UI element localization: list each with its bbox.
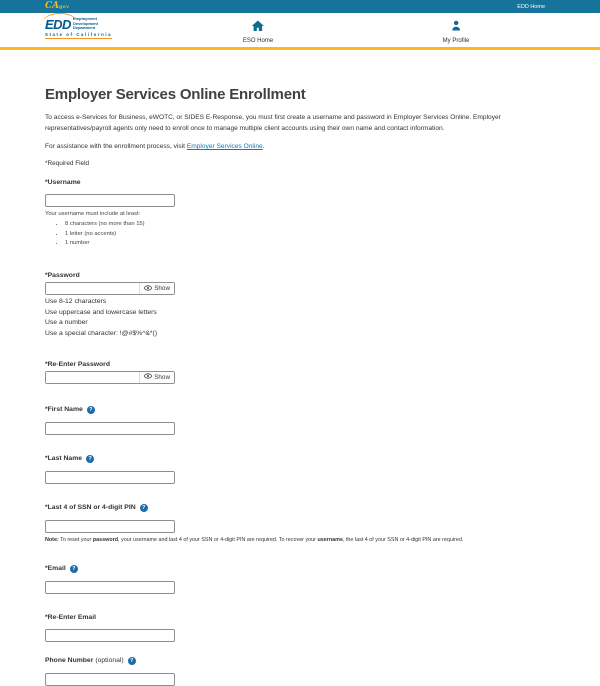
first-name-help-icon[interactable]: ? [87, 406, 95, 414]
username-requirement: • 1 letter (no accents) [65, 231, 555, 237]
email-help-icon[interactable]: ? [70, 565, 78, 573]
phone-help-icon[interactable]: ? [128, 657, 136, 665]
person-icon [450, 18, 461, 35]
reenter-password-show-button[interactable]: Show [139, 372, 174, 383]
nav-my-profile[interactable] [443, 18, 470, 44]
edd-logo-wordmark: EDD [45, 16, 71, 32]
reenter-email-group [45, 614, 555, 642]
ca-gov-logo-gov: gov [59, 4, 70, 10]
ssn-pin-help-icon[interactable]: ? [140, 504, 148, 512]
edd-logo-department-text: Employment Development Department [72, 16, 99, 31]
eye-icon [144, 373, 152, 381]
edd-logo[interactable] [45, 17, 112, 39]
username-requirements-list [45, 221, 555, 246]
reenter-password-group [45, 361, 555, 384]
first-name-label: *First Name ? [45, 406, 555, 414]
password-rule: Use a special character: !@#$%^&*() [45, 329, 158, 337]
username-requirement: • 8 characters (no more than 15) [65, 221, 555, 227]
password-show-button[interactable]: Show [139, 283, 174, 294]
last-name-help-icon[interactable]: ? [86, 455, 94, 463]
email-group [45, 565, 555, 594]
phone-group [45, 657, 555, 686]
reenter-password-input[interactable] [46, 372, 139, 383]
reenter-password-label: *Re-Enter Password [45, 360, 110, 368]
ssn-pin-note: Note: To reset your password, your username and last 4 of your SSN or 4-digit PIN are required. To recover your username, the last 4 of your SSN or 4-digit PIN are required. [45, 536, 464, 543]
password-group [45, 272, 555, 337]
password-label: *Password [45, 272, 80, 280]
last-name-group [45, 455, 555, 484]
ssn-pin-label: *Last 4 of SSN or 4-digit PIN ? [45, 504, 555, 512]
first-name-input[interactable] [45, 422, 175, 435]
password-input[interactable] [46, 283, 139, 294]
password-rule: Use a number [45, 319, 88, 327]
reenter-password-field-wrap [45, 371, 175, 384]
email-label: *Email ? [45, 565, 555, 573]
username-group [45, 179, 555, 246]
reenter-email-input[interactable] [45, 629, 175, 642]
phone-input[interactable] [45, 673, 175, 686]
assistance-line: For assistance with the enrollment process, visit Employer Services Online. [45, 143, 265, 151]
employer-services-online-link[interactable]: Employer Services Online [186, 143, 263, 151]
ssn-pin-group [45, 504, 555, 543]
home-icon [252, 18, 264, 35]
last-name-label: *Last Name ? [45, 455, 555, 463]
username-hint: Your username must include at least: [45, 211, 141, 218]
username-label: *Username [45, 179, 81, 187]
eye-icon [144, 285, 152, 293]
edd-home-link[interactable]: EDD Home [517, 3, 545, 10]
nav-my-profile-label: My Profile [442, 38, 470, 44]
nav-eso-home[interactable] [243, 18, 273, 44]
ca-gov-logo[interactable] [45, 1, 69, 13]
password-rules [45, 298, 555, 336]
required-field-note: *Required Field [45, 160, 90, 168]
password-rule: Use uppercase and lowercase letters [45, 308, 157, 316]
first-name-group [45, 406, 555, 435]
intro-paragraph: To access e-Services for Business, eWOTC, or SIDES E-Response, you must first create a username and password in Employer Services Online. Employer representatives/payroll agents only need to enroll once to manage multiple client accounts using their own name and contact information. [45, 114, 501, 132]
ca-gov-logo-ca: CA [45, 0, 60, 11]
site-header [0, 13, 600, 50]
password-field-wrap [45, 282, 175, 295]
phone-label: Phone Number (optional) ? [45, 657, 555, 665]
edd-logo-state-text: State of California [45, 32, 112, 40]
username-requirement: • 1 number [65, 240, 555, 246]
top-utility-bar [0, 0, 600, 13]
nav-eso-home-label: ESO Home [242, 38, 274, 44]
page-title: Employer Services Online Enrollment [45, 86, 306, 103]
reenter-email-label: *Re-Enter Email [45, 613, 96, 621]
main-content [0, 86, 600, 686]
username-input[interactable] [45, 194, 175, 207]
last-name-input[interactable] [45, 471, 175, 484]
email-input[interactable] [45, 581, 175, 594]
ssn-pin-input[interactable] [45, 520, 175, 533]
password-rule: Use 8-12 characters [45, 298, 107, 306]
